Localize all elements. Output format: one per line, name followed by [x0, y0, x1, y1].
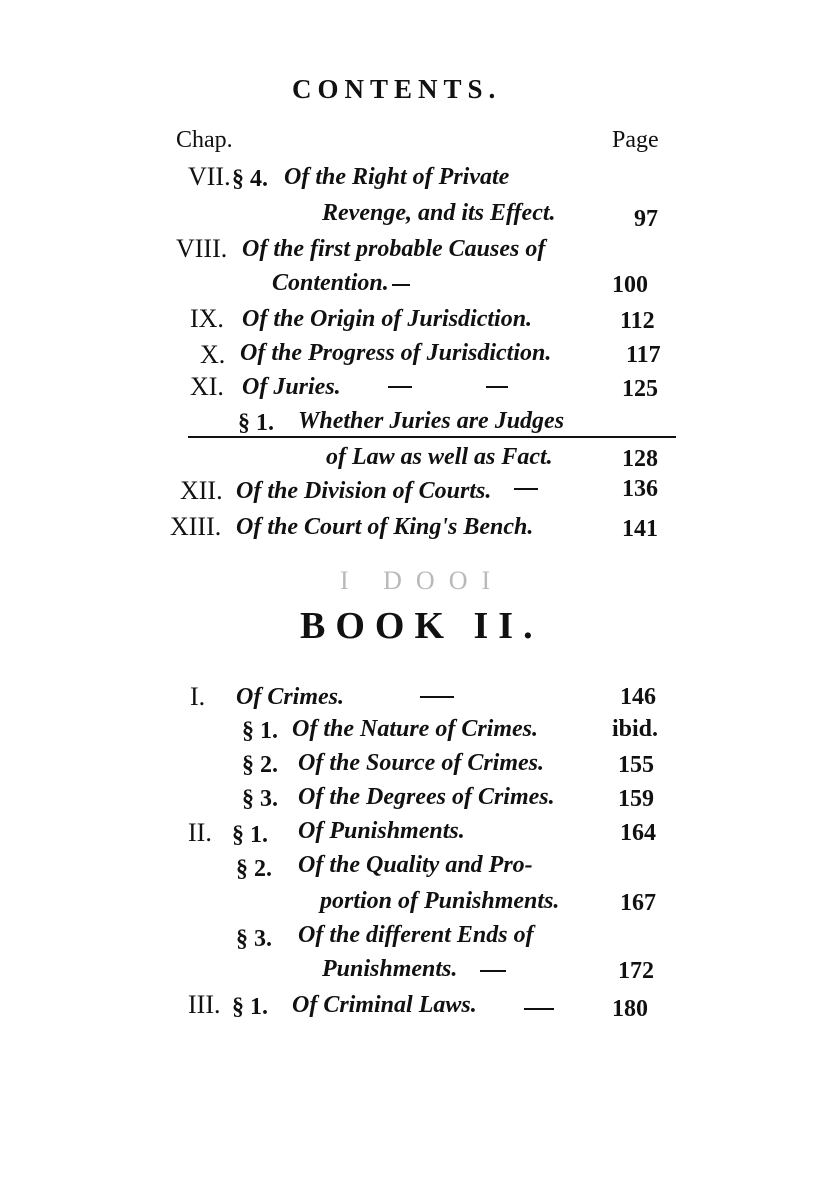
toc-entry-title: Of the Progress of Jurisdiction. — [240, 340, 552, 366]
toc-page-number: 125 — [622, 376, 658, 402]
toc-section-number: § 3. — [242, 786, 278, 812]
toc-page-number: 155 — [618, 752, 654, 778]
toc-entry-title: Whether Juries are Judges — [298, 408, 565, 434]
dash-mark — [486, 386, 508, 388]
toc-chap-number: VII. — [188, 162, 231, 191]
toc-entry-title: Of the Court of King's Bench. — [236, 514, 534, 540]
toc-page-number: 164 — [620, 820, 656, 846]
toc-section-number: § 3. — [236, 926, 272, 952]
toc-chap-number: XIII. — [170, 512, 222, 541]
dash-mark — [514, 488, 538, 490]
toc-chap-number: XII. — [180, 476, 223, 505]
toc-entry-title-cont: Contention. — [272, 270, 389, 296]
toc-entry-title: Of the Origin of Jurisdiction. — [242, 306, 533, 332]
toc-entry-title: Of the Nature of Crimes. — [292, 716, 538, 742]
dash-mark — [480, 970, 506, 972]
toc-entry-title: Of the first probable Causes of — [242, 236, 546, 262]
toc-page-number: 146 — [620, 684, 656, 710]
dash-mark — [388, 386, 412, 388]
toc-entry-title: Of Juries. — [242, 374, 341, 400]
toc-page-number: 136 — [622, 476, 658, 502]
toc-page-number: 128 — [622, 446, 658, 472]
contents-title: CONTENTS. — [292, 74, 502, 104]
toc-page-number: 141 — [622, 516, 658, 542]
toc-entry-title: Of the different Ends of — [298, 922, 534, 948]
toc-chap-number: VIII. — [176, 234, 228, 263]
toc-chap-number: I. — [190, 682, 206, 711]
toc-entry-title: Of the Degrees of Crimes. — [298, 784, 555, 810]
bleed-through-text: I DOOI — [340, 566, 505, 595]
toc-section-number: § 1. — [242, 718, 278, 744]
toc-section-number: § 2. — [236, 856, 272, 882]
toc-page-number: ibid. — [612, 716, 659, 742]
toc-page-number: 117 — [626, 342, 661, 368]
divider-rule — [188, 436, 676, 438]
toc-entry-title-cont: Punishments. — [322, 956, 458, 982]
toc-page-number: 180 — [612, 996, 648, 1022]
toc-chap-number: XI. — [190, 372, 224, 401]
toc-entry-title-cont: of Law as well as Fact. — [326, 444, 553, 470]
toc-page-number: 97 — [634, 206, 658, 232]
book-heading: BOOK II. — [300, 605, 543, 647]
toc-entry-title: Of the Division of Courts. — [236, 478, 492, 504]
toc-entry-title: Of the Source of Crimes. — [298, 750, 544, 776]
page-column-label: Page — [612, 127, 659, 153]
toc-chap-number: X. — [200, 340, 226, 369]
toc-section-number: § 2. — [242, 752, 278, 778]
toc-entry-title: Of Criminal Laws. — [292, 992, 477, 1018]
chap-column-label: Chap. — [176, 127, 233, 153]
toc-entry-title: Of Crimes. — [236, 684, 344, 710]
dash-mark — [392, 284, 410, 286]
toc-entry-title-cont: portion of Punishments. — [320, 888, 560, 914]
toc-entry-title-cont: Revenge, and its Effect. — [322, 200, 556, 226]
toc-section-number: § 1. — [232, 822, 268, 848]
toc-page-number: 112 — [620, 308, 655, 334]
toc-section-number: § 1. — [232, 994, 268, 1020]
dash-mark — [420, 696, 454, 698]
toc-section-number: § 1. — [238, 410, 274, 436]
toc-page-number: 172 — [618, 958, 654, 984]
toc-chap-number: II. — [188, 818, 212, 847]
toc-page-number: 100 — [612, 272, 648, 298]
toc-page-number: 159 — [618, 786, 654, 812]
dash-mark — [524, 1008, 554, 1010]
toc-section-number: § 4. — [232, 166, 268, 192]
toc-chap-number: III. — [188, 990, 221, 1019]
toc-entry-title: Of Punishments. — [298, 818, 465, 844]
toc-entry-title: Of the Right of Private — [284, 164, 510, 190]
toc-chap-number: IX. — [190, 304, 224, 333]
toc-page-number: 167 — [620, 890, 656, 916]
toc-entry-title: Of the Quality and Pro- — [298, 852, 533, 878]
